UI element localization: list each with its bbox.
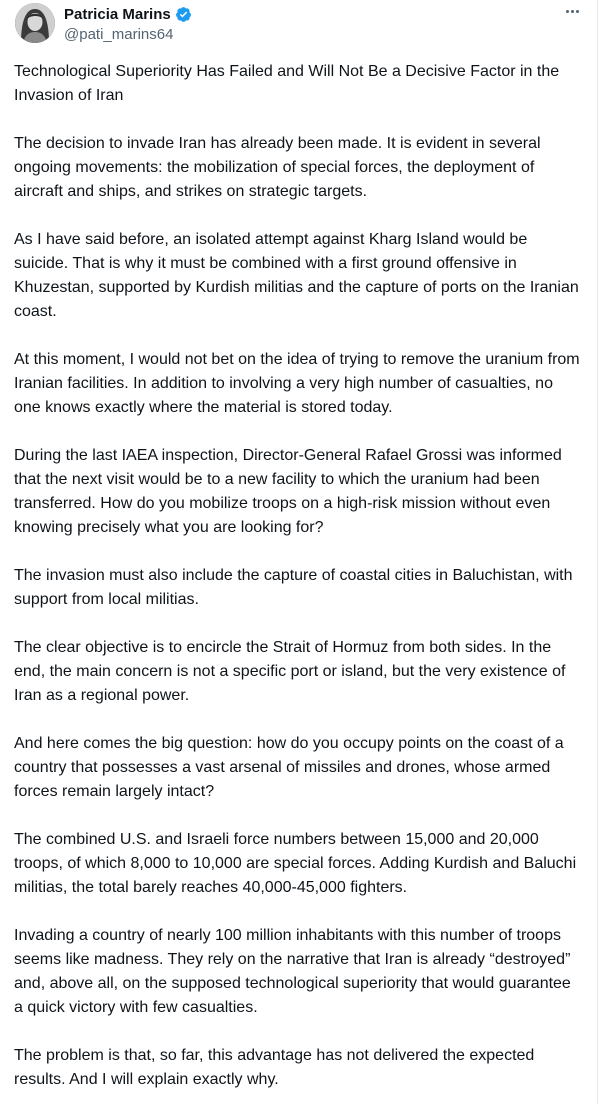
tweet-header	[14, 0, 587, 50]
column-border	[597, 0, 598, 1104]
tweet-paragraph: The decision to invade Iran has already been made. It is evident in several ongoing movements: the mobilization of special forces, the deployment of aircraft and ships, and strikes on strategic targets.	[14, 135, 541, 200]
tweet-paragraph: The clear objective is to encircle the Strait of Hormuz from both sides. In the end, the main concern is not a specific port or island, but the very existence of Iran as a regional power.	[14, 639, 566, 704]
tweet-paragraph: And here comes the big question: how do you occupy points on the coast of a country that possesses a vast arsenal of missiles and drones, whose armed forces remain largely intact?	[14, 735, 564, 800]
tweet-paragraph-title: Technological Superiority Has Failed and Will Not Be a Decisive Factor in the Invasion of Iran	[14, 63, 560, 104]
tweet-paragraph: During the last IAEA inspection, Director-General Rafael Grossi was informed that the next visit would be to a new facility to which the uranium had been transferred. How do you mobilize troops on a high-risk mission without even knowing precisely what you are looking for?	[14, 447, 562, 536]
display-name[interactable]: Patricia Marins	[64, 6, 171, 23]
tweet-paragraph: The invasion must also include the capture of coastal cities in Baluchistan, with support from local militias.	[14, 567, 573, 608]
tweet-paragraph: Invading a country of nearly 100 million inhabitants with this number of troops seems like madness. They rely on the narrative that Iran is already “destroyed” and, above all, on the supposed technological superiority that would guarantee a quick victory with few casualties.	[14, 927, 571, 1016]
tweet-paragraph: As I have said before, an isolated attempt against Kharg Island would be suicide. That is why it must be combined with a first ground offensive in Khuzestan, supported by Kurdish militias and the capture of ports on the Iranian coast.	[14, 231, 579, 320]
more-horizontal-icon	[566, 10, 569, 13]
tweet-paragraph: At this moment, I would not bet on the idea of trying to remove the uranium from Iranian facilities. In addition to involving a very high number of casualties, no one knows exactly where the material is stored today.	[14, 351, 580, 416]
tweet-text	[14, 60, 584, 1116]
verified-badge-icon	[175, 6, 192, 23]
tweet-paragraph: The problem is that, so far, this advantage has not delivered the expected results. And I will explain exactly why.	[14, 1047, 535, 1088]
name-row	[64, 6, 192, 23]
user-handle[interactable]: @pati_marins64	[64, 26, 174, 43]
more-options-button[interactable]	[566, 10, 579, 13]
tweet-paragraph: The combined U.S. and Israeli force numbers between 15,000 and 20,000 troops, of which 8,000 to 10,000 are special forces. Adding Kurdish and Baluchi militias, the total barely reaches 40,000-45,000 fighters.	[14, 831, 577, 896]
profile-photo-icon	[15, 3, 55, 43]
avatar[interactable]	[15, 3, 55, 43]
